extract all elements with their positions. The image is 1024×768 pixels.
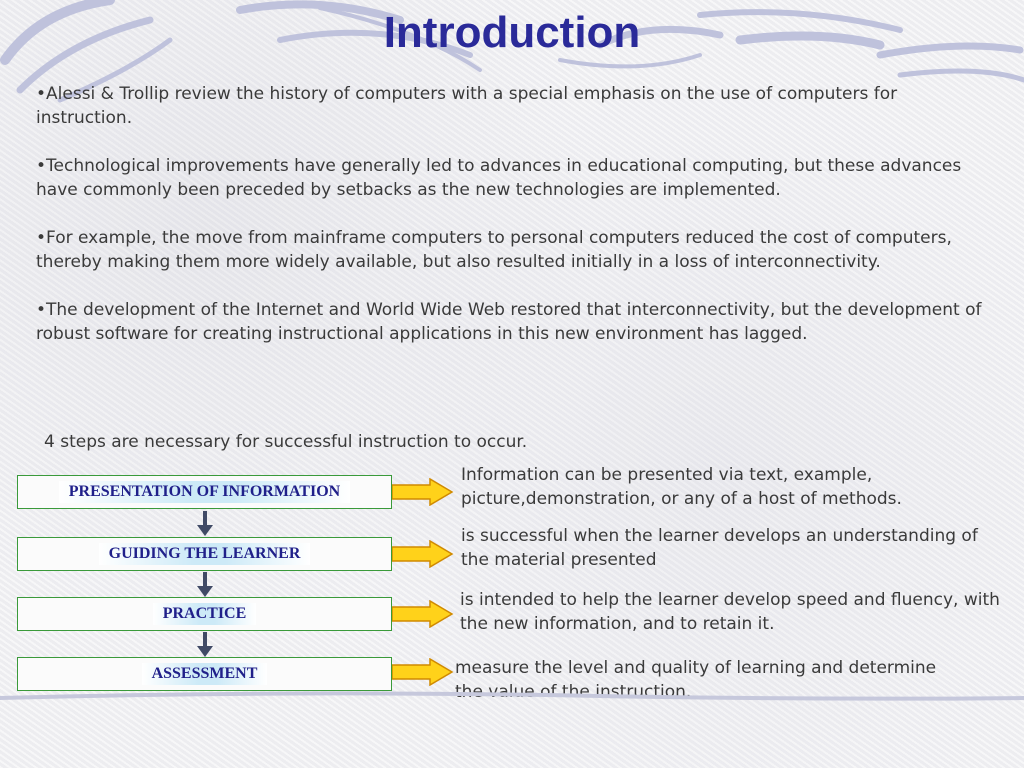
slide-title: Introduction — [383, 8, 641, 57]
steps-intro: 4 steps are necessary for successful instruction to occur. — [44, 432, 528, 452]
step-description: is successful when the learner develops an understanding of the material presented — [461, 526, 978, 570]
step-description: is intended to help the learner develop speed and fluency, with the new information, and to retain it. — [460, 590, 1000, 634]
bullet-item: •For example, the move from mainframe computers to personal computers reduced the cost of computers, thereby making them more widely available, but also resulted initially in a loss of interconnectivity. — [36, 228, 952, 272]
bullet-item: •Technological improvements have generally led to advances in educational computing, but these advances have commonly been preceded by setbacks as the new technologies are implemented. — [36, 156, 962, 200]
step-label: ASSESSMENT — [142, 663, 268, 685]
right-arrow-icon — [392, 478, 454, 506]
down-arrow-icon — [196, 511, 214, 537]
step-description: Information can be presented via text, example, picture,demonstration, or any of a host of methods. — [461, 465, 902, 509]
right-arrow-icon — [392, 540, 454, 568]
step-box-practice — [17, 597, 392, 631]
bullet-list — [36, 82, 986, 370]
step-label: GUIDING THE LEARNER — [99, 543, 311, 565]
bullet-item: •The development of the Internet and World Wide Web restored that interconnectivity, but the development of robust software for creating instructional applications in this new environment has lagged. — [36, 300, 982, 344]
step-label: PRESENTATION OF INFORMATION — [59, 481, 350, 503]
right-arrow-icon — [392, 600, 454, 628]
decorative-bottom-line — [0, 688, 1024, 710]
down-arrow-icon — [196, 572, 214, 598]
step-description: measure the level and quality of learning and determine the value of the instruction. — [455, 658, 937, 702]
step-box-assessment — [17, 657, 392, 691]
step-label: PRACTICE — [153, 603, 257, 625]
down-arrow-icon — [196, 632, 214, 658]
step-box-presentation — [17, 475, 392, 509]
bullet-item: •Alessi & Trollip review the history of computers with a special emphasis on the use of computers for instruction. — [36, 84, 898, 128]
right-arrow-icon — [392, 658, 454, 686]
step-box-guiding — [17, 537, 392, 571]
